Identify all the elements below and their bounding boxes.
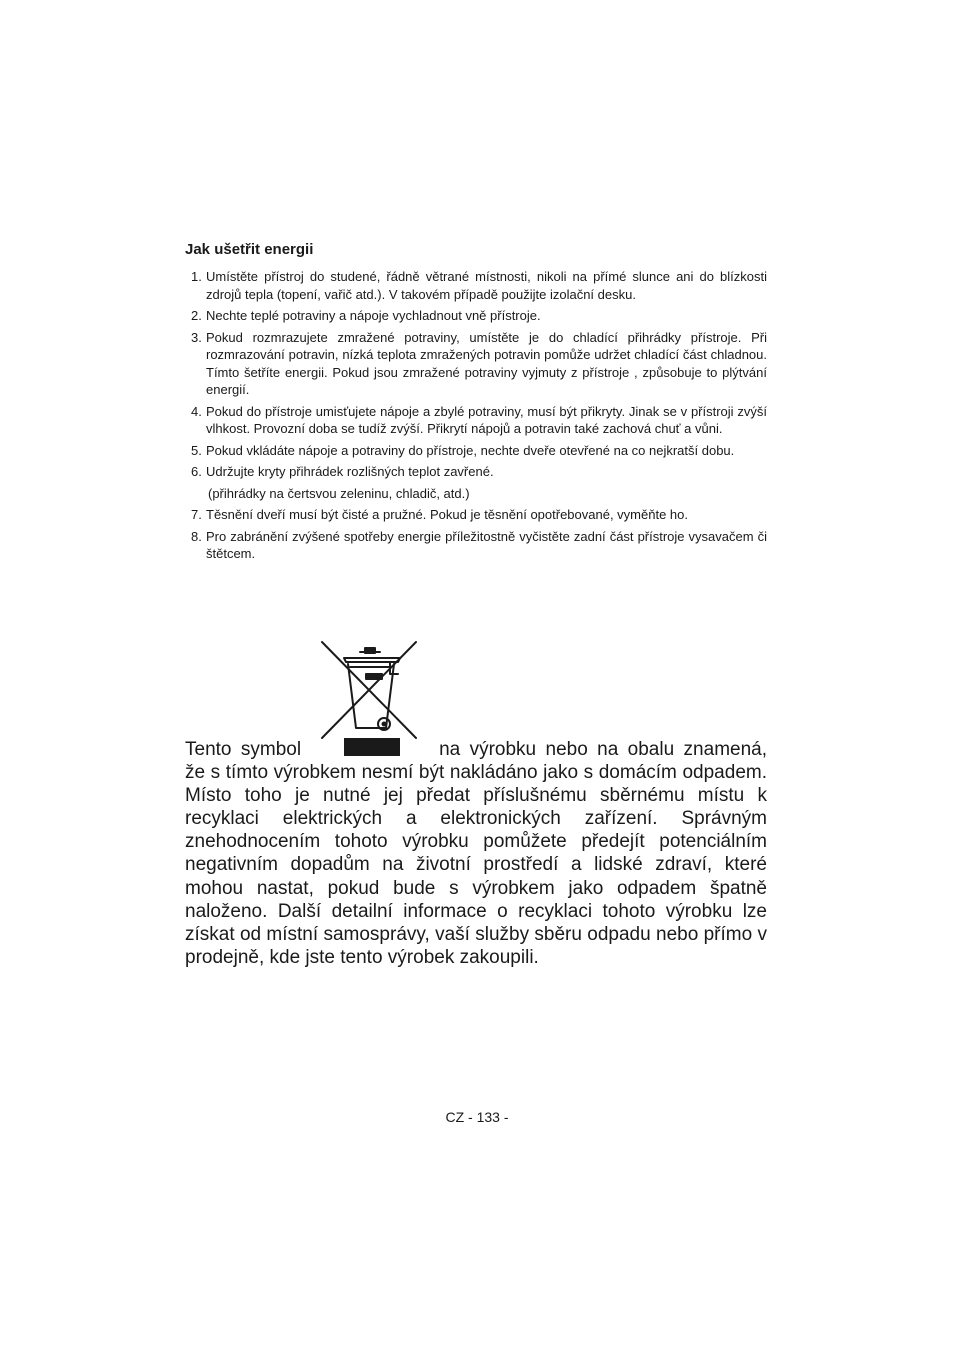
item-text: Nechte teplé potraviny a nápoje vychladnout vně přístroje. [206, 308, 541, 323]
page-number: CZ - 133 - [445, 1109, 509, 1125]
item-text: Umístěte přístroj do studené, řádně větrané místnosti, nikoli na přímé slunce ani do blízkosti zdrojů tepla (topení, vařič atd.). V takovém případě použijte izolační desku. [206, 269, 767, 302]
list-item [185, 307, 767, 325]
item-text: Udržujte kryty přihrádek rozlišných teplot zavřené. [206, 464, 494, 479]
list-item [185, 463, 767, 502]
item-number: 4. [191, 403, 202, 419]
list-item [185, 506, 767, 524]
list-item [185, 528, 767, 563]
disposal-text: na výrobku nebo na obalu znamená, že s tímto výrobkem nesmí být nakládáno jako s domácím odpadem. Místo toho je nutné jej předat příslušnému sběrnému místu k recyklaci elektrických a elektronických zařízení. Správným znehodnocením tohoto výrobku pomůžete předejít potenciálním negativním dopadům na životní prostředí a lidské zdraví, které mohou nastat, pokud bude s výrobkem jako odpadem špatně naloženo. Další detailní informace o recyklaci tohoto výrobku lze získat od místní samosprávy, vaší služby sběru odpadu nebo přímo v prodejně, kde jste tento výrobek zakoupili. [185, 739, 767, 968]
disposal-notice [185, 738, 767, 969]
item-text: Pokud do přístroje umisťujete nápoje a zbylé potraviny, musí být přikryty. Jinak se v přístroji zvýší vlhkost. Provozní doba se tudíž zvýší. Přikrytí nápojů a potravin také zachová chuť a vůni. [206, 403, 767, 436]
item-number: 3. [191, 329, 202, 345]
item-text: Pro zabránění zvýšené spotřeby energie příležitostně vyčistěte zadní část přístroje vysavačem či štětcem. [206, 528, 767, 561]
list-item [185, 442, 767, 460]
item-number: 2. [191, 308, 202, 323]
item-number: 8. [191, 528, 202, 544]
list-item [185, 403, 767, 438]
section-title: Jak ušetřit energii [185, 241, 314, 258]
energy-tips-list [185, 268, 767, 567]
item-text: Pokud vkládáte nápoje a potraviny do přístroje, nechte dveře otevřené na co nejkratší dobu. [206, 442, 735, 458]
list-item [185, 268, 767, 303]
item-subtext: (přihrádky na čertsvou zeleninu, chladič, atd.) [208, 485, 470, 501]
item-number: 5. [191, 442, 202, 458]
list-item [185, 329, 767, 399]
item-text: Pokud rozmrazujete zmražené potraviny, umístěte je do chladící přihrádky přístroje. Při rozmrazování potravin, nízká teplota zmražených potravin pomůže udržet chladící část chladnou. Tímto šetříte energii. Pokud jsou zmražené potraviny vyjmuty z přístroje , způsobuje to plýtvání energií. [206, 329, 767, 397]
item-number: 1. [191, 269, 202, 284]
disposal-lead: Tento symbol [185, 739, 302, 760]
item-number: 6. [191, 464, 202, 479]
item-text: Těsnění dveří musí být čisté a pružné. Pokud je těsnění opotřebované, vyměňte ho. [206, 507, 688, 522]
item-number: 7. [191, 507, 202, 522]
